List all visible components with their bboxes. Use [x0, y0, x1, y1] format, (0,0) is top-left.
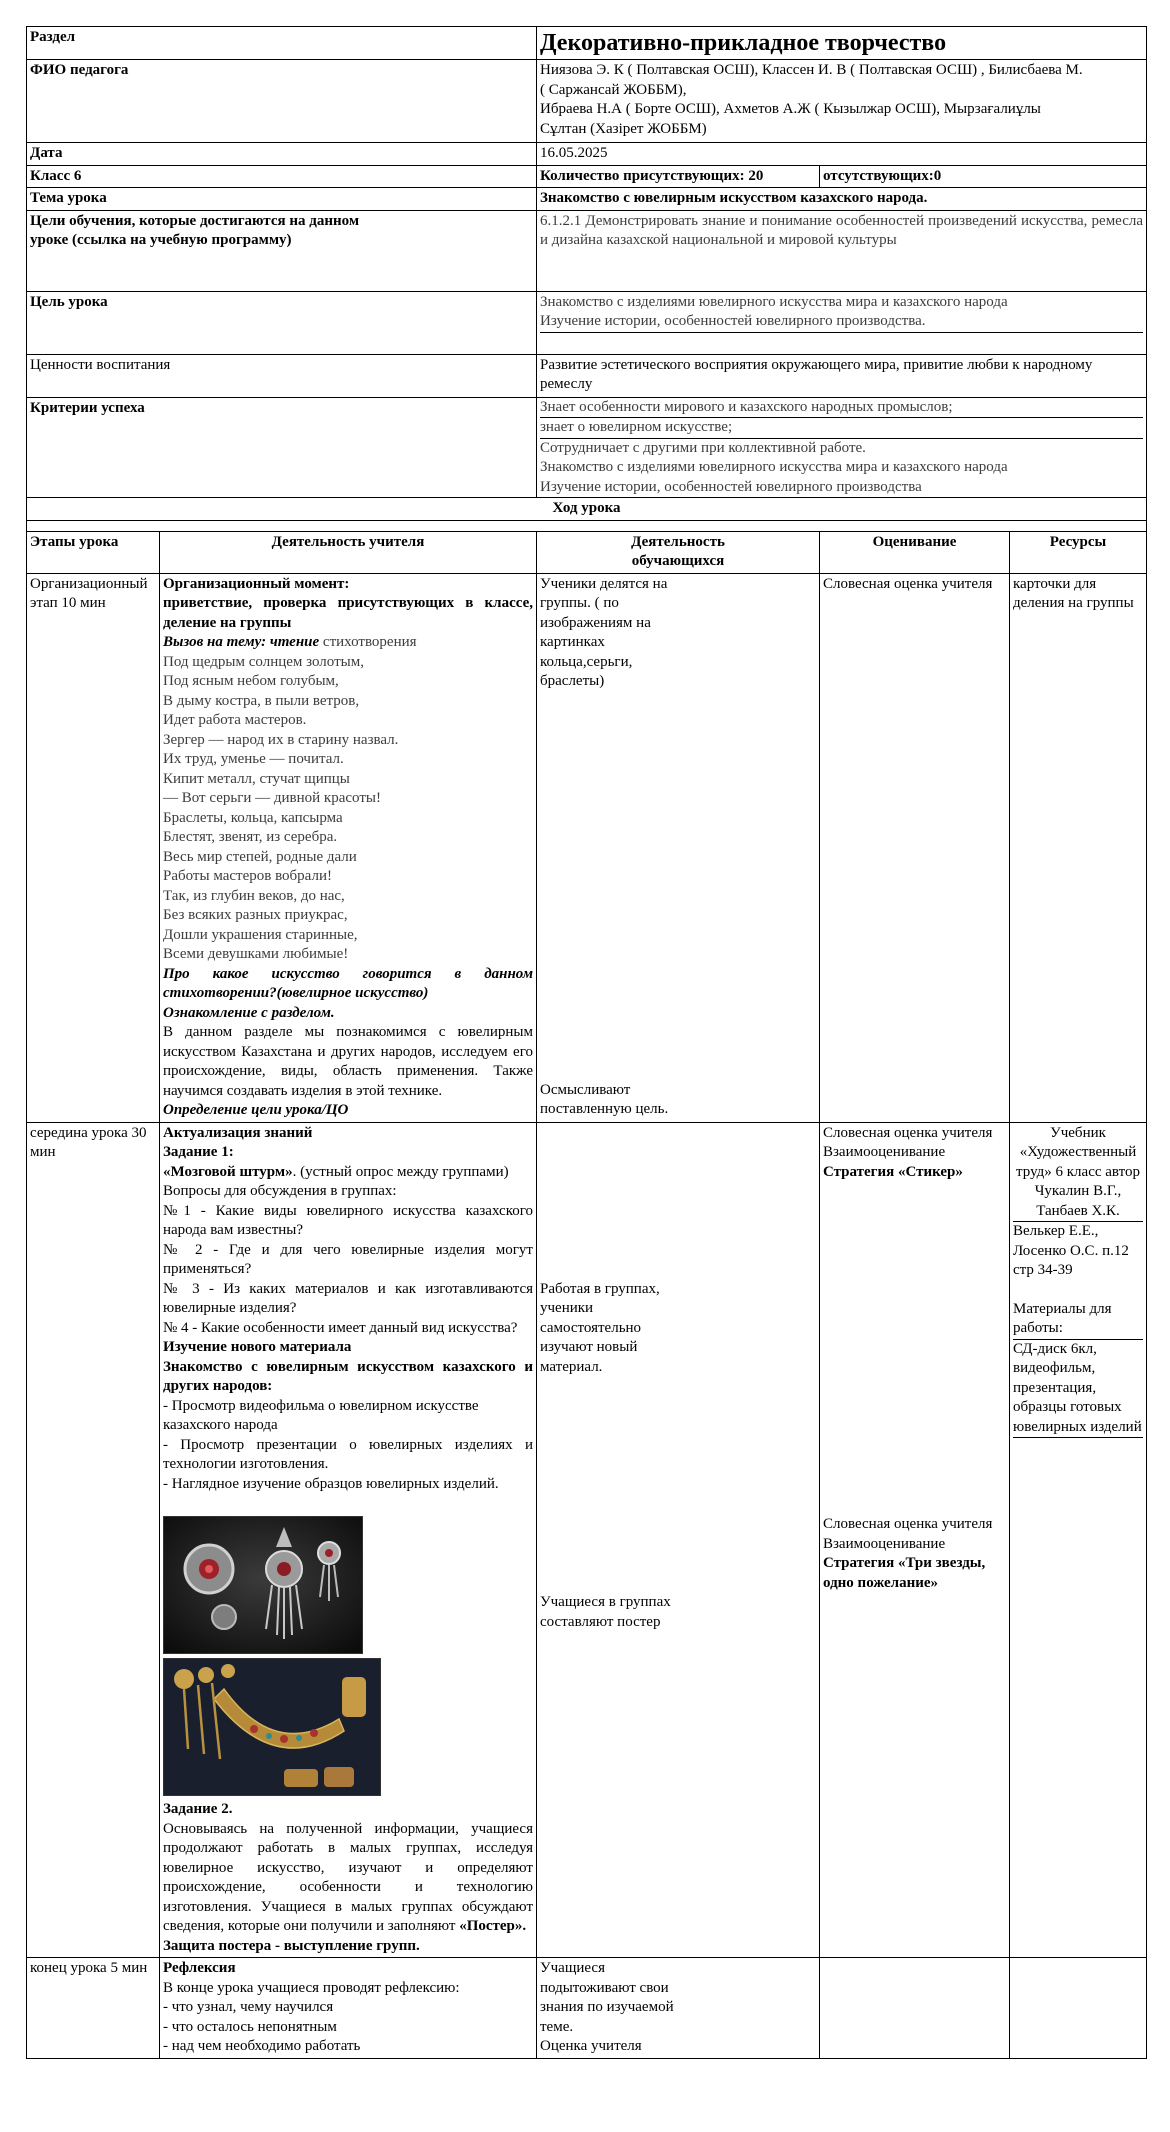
task2-poster: «Постер».	[459, 1918, 527, 1934]
row-teacher	[27, 60, 1147, 143]
date-label: Дата	[27, 143, 537, 166]
poem-line: — Вот серьги — дивной красоты!	[163, 790, 381, 806]
row-section	[27, 27, 1147, 60]
criteria-line: Знакомство с изделиями ювелирного искусства мира и казахского народа	[540, 459, 1008, 475]
teacher-line: Сұлтан (Хазірет ЖОББМ)	[540, 120, 707, 137]
stage3-teacher	[160, 1958, 537, 2059]
poem-line: Зергер — народ их в старину назвал.	[163, 731, 399, 748]
resource-authors: Велькер Е.Е., Лосенко О.С. п.12 стр 34-39	[1013, 1223, 1129, 1278]
activity-item: - Наглядное изучение образцов ювелирных изделий.	[163, 1475, 499, 1492]
section-label: Раздел	[27, 27, 537, 60]
row-values	[27, 354, 1147, 397]
stage2-students	[537, 1122, 820, 1958]
row-date	[27, 143, 1147, 166]
criteria-line: Знает особенности мирового и казахского народных промыслов;	[540, 398, 1143, 419]
teacher-line: ( Саржансай ЖОББМ),	[540, 81, 687, 98]
strategy-three-stars: Стратегия «Три звезды, одно пожелание»	[823, 1555, 986, 1591]
col-assessment: Оценивание	[820, 531, 1010, 573]
task1-heading: Задание 1:	[163, 1144, 234, 1160]
teacher-value	[537, 60, 1147, 143]
teacher-evaluation: Оценка учителя	[540, 2038, 642, 2054]
resource-textbook: Учебник «Художественный труд» 6 класс автор Чукалин В.Г., Танбаев Х.К.	[1013, 1124, 1143, 1223]
row-class	[27, 165, 1147, 188]
stage2-resources	[1010, 1122, 1147, 1958]
criteria-line: знает о ювелирном искусстве;	[540, 418, 1143, 439]
values-value: Развитие эстетического восприятия окружающего мира, привитие любви к народному ремеслу	[537, 354, 1147, 397]
activity-item: - Просмотр видеофильма о ювелирном искусстве казахского народа	[163, 1397, 479, 1433]
brainstorm-label: «Мозговой штурм»	[163, 1163, 293, 1180]
reflection-text: В конце урока учащиеся проводят рефлексию:	[163, 1979, 460, 1996]
absent-count: отсутствующих:0	[820, 165, 1147, 188]
goal-line: Знакомство с изделиями ювелирного искусства мира и казахского народа	[540, 293, 1008, 310]
students-group-work: Работая в группах, ученики самостоятельно изучают новый материал.	[540, 1280, 660, 1375]
row-goal	[27, 291, 1147, 354]
topic-label: Тема урока	[27, 188, 537, 211]
poem-line: Под щедрым солнцем золотым,	[163, 653, 364, 670]
students-poster: Учащиеся в группах составляют постер	[540, 1594, 671, 1630]
new-material-heading: Изучение нового материала	[163, 1339, 352, 1355]
poem-line: Их труд, уменье — почитал.	[163, 751, 344, 767]
task2-heading: Задание 2.	[163, 1801, 233, 1817]
greeting: приветствие, проверка присутствующих в классе, деление на группы	[163, 595, 533, 631]
assessment-peer: Взаимооценивание	[823, 1144, 946, 1160]
challenge-rest: стихотворения	[319, 634, 417, 650]
stage2-teacher	[160, 1122, 537, 1958]
class-label: Класс 6	[27, 165, 537, 188]
question-3: № 3 - Из каких материалов и как изготавливаются ювелирные изделия?	[163, 1280, 533, 1316]
poem-line: Под ясным небом голубым,	[163, 673, 339, 689]
criteria-line: Изучение истории, особенностей ювелирного производства	[540, 478, 922, 495]
lesson-plan-document	[26, 26, 1146, 2059]
row-spacer	[27, 520, 1147, 531]
poem-line: Блестят, звенят, из серебра.	[163, 829, 338, 845]
poem-line: Всеми девушками любимые!	[163, 946, 349, 962]
row-objectives	[27, 210, 1147, 291]
question-4: № 4 - Какие особенности имеет данный вид искусства?	[163, 1319, 518, 1336]
objectives-value: 6.1.2.1 Демонстрировать знание и понимание особенностей произведений искусства, ремесла и дизайна казахской национальной и мировой культуры	[537, 210, 1147, 291]
section-value: Декоративно-прикладное творчество	[537, 27, 1147, 60]
org-moment: Организационный момент:	[163, 575, 350, 592]
students-grouping: Ученики делятся на группы. ( по изображениям на картинках кольца,серьги, браслеты)	[540, 575, 668, 689]
challenge-label: Вызов на тему: чтение	[163, 634, 320, 650]
reflection-item: - над чем необходимо работать	[163, 2038, 361, 2054]
poem-line: Весь мир степей, родные дали	[163, 848, 357, 865]
jewelry-photo-earrings	[163, 1516, 363, 1654]
row-column-headers	[27, 531, 1147, 573]
reflection-item: - что узнал, чему научился	[163, 1999, 334, 2015]
poem-line: В дыму костра, в пыли ветров,	[163, 692, 360, 709]
teacher-line: Ибраева Н.А ( Борте ОСШ), Ахметов А.Ж ( Кызылжар ОСШ), Мырзағалиұлы	[540, 101, 1041, 117]
goal-label: Цель урока	[27, 291, 537, 354]
activity-item: - Просмотр презентации о ювелирных изделиях и технологии изготовления.	[163, 1436, 533, 1472]
col-students: Деятельность обучающихся	[537, 531, 820, 573]
present-count: Количество присутствующих: 20	[537, 165, 820, 188]
col-teacher: Деятельность учителя	[160, 531, 537, 573]
assessment-verbal: Словесная оценка учителя	[823, 1124, 993, 1141]
students-summary: Учащиеся подытоживают свои знания по изучаемой теме.	[540, 1960, 674, 2035]
row-progress	[27, 498, 1147, 521]
question-1: №1 - Какие виды ювелирного искусства казахского народа вам известны?	[163, 1202, 533, 1238]
assessment-verbal-2: Словесная оценка учителя	[823, 1516, 993, 1532]
col-stages: Этапы урока	[27, 531, 160, 573]
intro-text: В данном разделе мы познакомимся с ювелирным искусством Казахстана и других народов, исследуем его происхождение, виды, область применения. Также научимся создавать изделия в этой технике.	[163, 1024, 533, 1099]
poem-line: Дошли украшения старинные,	[163, 926, 358, 943]
update-heading: Актуализация знаний	[163, 1124, 313, 1141]
topic-value: Знакомство с ювелирным искусством казахского народа.	[537, 188, 1147, 211]
question: Про какое искусство говорится в данном стихотворении?(ювелирное искусство)	[163, 965, 533, 1001]
goal-definition: Определение цели урока/ЦО	[163, 1102, 349, 1118]
poem-line: Без всяких разных приукрас,	[163, 907, 348, 923]
criteria-line: Сотрудничает с другими при коллективной работе.	[540, 439, 866, 456]
stage3-name: конец урока 5 мин	[27, 1958, 160, 2059]
stage3-students	[537, 1958, 820, 2059]
goal-line: Изучение истории, особенностей ювелирного производства.	[540, 312, 1143, 333]
question-2: № 2 - Где и для чего ювелирные изделия могут применяться?	[163, 1241, 533, 1277]
poem-line: Идет работа мастеров.	[163, 712, 307, 728]
goal-value	[537, 291, 1147, 354]
stage1-teacher	[160, 573, 537, 1122]
resource-materials-label: Материалы для работы:	[1013, 1300, 1143, 1340]
row-topic	[27, 188, 1147, 211]
date-value: 16.05.2025	[537, 143, 1147, 166]
acquaint-heading: Ознакомление с разделом.	[163, 1004, 335, 1021]
lesson-plan-table	[26, 26, 1147, 2059]
row-criteria	[27, 397, 1147, 498]
questions-intro: Вопросы для обсуждения в группах:	[163, 1183, 397, 1199]
stage1-resources: карточки для деления на группы	[1010, 573, 1147, 1122]
resource-materials: СД-диск 6кл, видеофильм, презентация, образцы готовых ювелирных изделий	[1013, 1340, 1143, 1439]
poem-line: Кипит металл, стучат щипцы	[163, 770, 350, 787]
assessment-peer-2: Взаимооценивание	[823, 1535, 946, 1552]
stage1-name: Организационный этап 10 мин	[27, 573, 160, 1122]
teacher-line: Ниязова Э. К ( Полтавская ОСШ), Классен И. В ( Полтавская ОСШ) , Билисбаева М.	[540, 62, 1083, 78]
col-resources: Ресурсы	[1010, 531, 1147, 573]
row-stage-middle	[27, 1122, 1147, 1958]
reflection-item: - что осталось непонятным	[163, 2018, 337, 2035]
poem-line: Браслеты, кольца, капсырма	[163, 809, 343, 826]
jewelry-photo-necklace	[163, 1658, 381, 1796]
stage2-assessment	[820, 1122, 1010, 1958]
students-goal: Осмысливают поставленную цель.	[540, 1081, 669, 1117]
criteria-value	[537, 397, 1147, 498]
poem-line: Так, из глубин веков, до нас,	[163, 887, 345, 904]
spacer-cell	[27, 520, 1147, 531]
poster-defense: Защита постера - выступление групп.	[163, 1937, 420, 1954]
row-stage-organizational	[27, 573, 1147, 1122]
values-label: Ценности воспитания	[27, 354, 537, 397]
progress-label: Ход урока	[27, 498, 1147, 521]
row-stage-end	[27, 1958, 1147, 2059]
teacher-label: ФИО педагога	[27, 60, 537, 143]
stage1-students	[537, 573, 820, 1122]
stage1-assessment: Словесная оценка учителя	[820, 573, 1010, 1122]
stage2-name: середина урока 30 мин	[27, 1122, 160, 1958]
objectives-label: Цели обучения, которые достигаются на данном уроке (ссылка на учебную программу)	[27, 210, 537, 291]
task2-text: Основываясь на полученной информации, учащиеся продолжают работать в малых группах, исследуя ювелирное искусство, изучают и определяют происхождение, особенности и технологию изготовления. Учащиеся в малых группах обсуждают сведения, которые они получили и заполняют	[163, 1820, 533, 1934]
poem-line: Работы мастеров вобрали!	[163, 868, 332, 884]
strategy-sticker: Стратегия «Стикер»	[823, 1163, 963, 1180]
stage3-resources	[1010, 1958, 1147, 2059]
brainstorm-rest: . (устный опрос между группами)	[292, 1163, 509, 1180]
criteria-label: Критерии успеха	[27, 397, 537, 498]
reflection-heading: Рефлексия	[163, 1960, 236, 1976]
stage3-assessment	[820, 1958, 1010, 2059]
acquaint-heading: Знакомство с ювелирным искусством казахского и других народов:	[163, 1358, 533, 1394]
